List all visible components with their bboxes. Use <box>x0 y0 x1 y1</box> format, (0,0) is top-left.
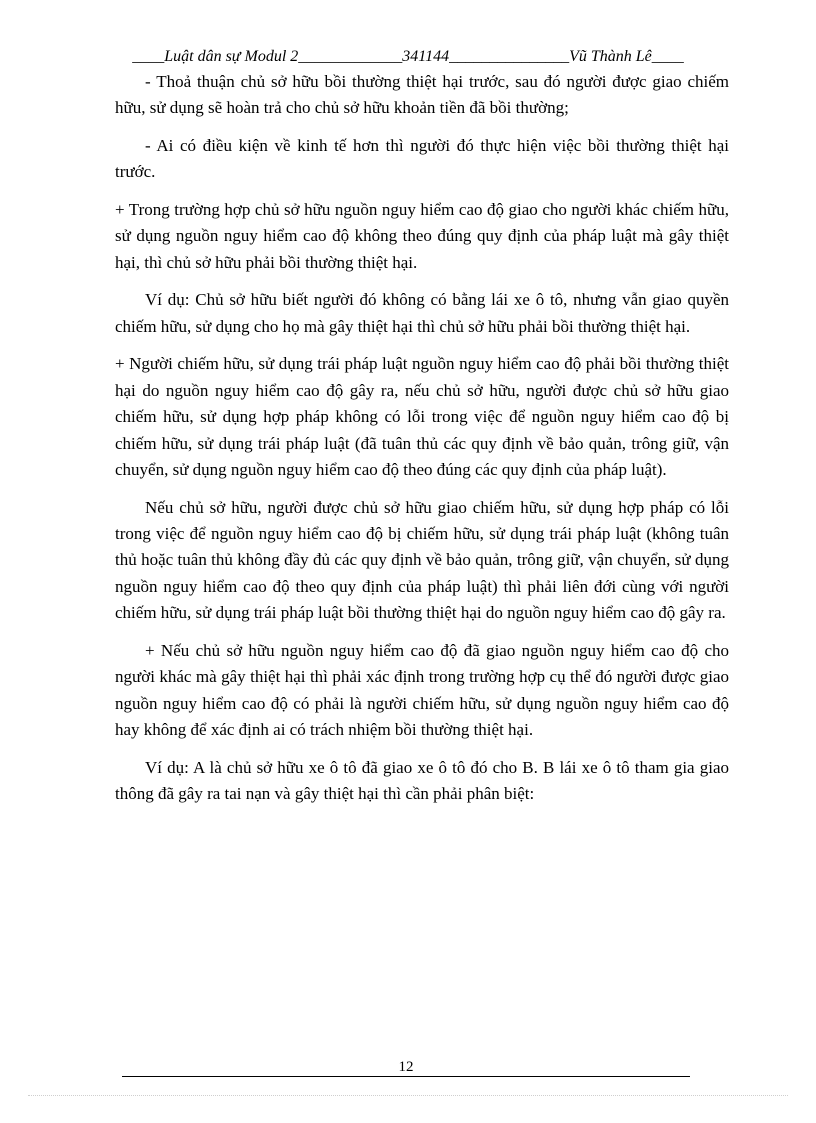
paragraph: Ví dụ: A là chủ sở hữu xe ô tô đã giao xe ô tô đó cho B. B lái xe ô tô tham gia giao thông đã gây ra tai nạn và gây thiệt hại thì cần phải phân biệt: <box>115 757 729 804</box>
paragraph: + Người chiếm hữu, sử dụng trái pháp luật nguồn nguy hiểm cao độ phải bồi thường thiệt hại do nguồn nguy hiểm cao độ gây ra, nếu chủ sở hữu, người được chủ sở hữu giao chiếm hữu, sử dụng hợp pháp không có lỗi trong việc để nguồn nguy hiểm cao độ bị chiếm hữu, sử dụng trái pháp luật (đã tuân thủ các quy định về bảo quản, trông giữ, vận chuyển, sử dụng nguồn nguy hiểm cao độ theo đúng các quy định của pháp luật). <box>115 354 729 480</box>
page-header: ____Luật dân sự Modul 2_____________341144_______________Vũ Thành Lê____ <box>132 48 684 65</box>
paragraph: + Trong trường hợp chủ sở hữu nguồn nguy hiểm cao độ giao cho người khác chiếm hữu, sử dụng nguồn nguy hiểm cao độ không theo đúng quy định của pháp luật mà gây thiệt hại, thì chủ sở hữu phải bồi thường thiệt hại. <box>115 200 729 272</box>
page-footer <box>122 1058 690 1077</box>
document-body <box>115 69 729 819</box>
paragraph: Nếu chủ sở hữu, người được chủ sở hữu giao chiếm hữu, sử dụng hợp pháp có lỗi trong việc để nguồn nguy hiểm cao độ bị chiếm hữu, sử dụng trái pháp luật (không tuân thủ hoặc tuân thủ không đầy đủ các quy định về bảo quản, trông giữ, vận chuyển, sử dụng nguồn nguy hiểm cao độ theo quy định của pháp luật) thì phải liên đới cùng với người chiếm hữu, sử dụng trái pháp luật bồi thường thiệt hại do nguồn nguy hiểm cao độ gây ra. <box>115 497 729 623</box>
page-number: 12 <box>398 1059 414 1075</box>
paragraph: - Ai có điều kiện về kinh tế hơn thì người đó thực hiện việc bồi thường thiệt hại trước. <box>115 136 729 182</box>
paragraph: Ví dụ: Chủ sở hữu biết người đó không có bằng lái xe ô tô, nhưng vẫn giao quyền chiếm hữu, sử dụng cho họ mà gây thiệt hại thì chủ sở hữu phải bồi thường thiệt hại. <box>115 290 729 336</box>
paragraph: + Nếu chủ sở hữu nguồn nguy hiểm cao độ đã giao nguồn nguy hiểm cao độ cho người khác mà gây thiệt hại thì phải xác định trong trường hợp cụ thể đó người được giao nguồn nguy hiểm cao độ có phải là người chiếm hữu, sử dụng nguồn nguy hiểm cao độ hay không để xác định ai có trách nhiệm bồi thường thiệt hại. <box>115 640 729 740</box>
paragraph: - Thoả thuận chủ sở hữu bồi thường thiệt hại trước, sau đó người được giao chiếm hữu, sử dụng sẽ hoàn trả cho chủ sở hữu khoản tiền đã bồi thường; <box>115 72 729 118</box>
page-bottom-divider <box>28 1095 788 1096</box>
